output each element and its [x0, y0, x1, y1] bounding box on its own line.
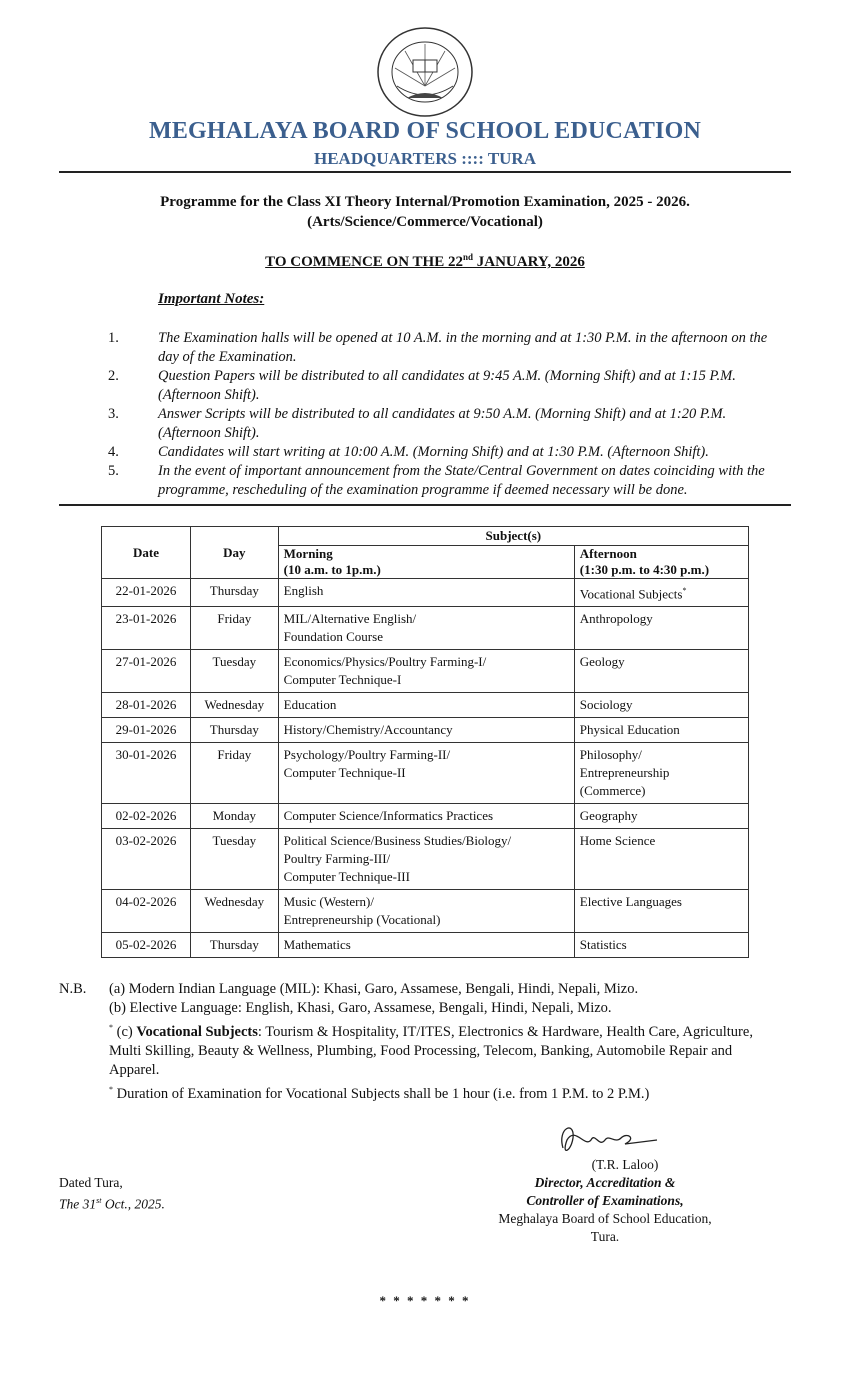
signatory-org: Meghalaya Board of School Education, — [498, 1210, 712, 1226]
cell-date: 05-02-2026 — [102, 933, 191, 958]
table-row — [102, 804, 749, 829]
note-number: 1. — [108, 330, 119, 346]
signature-image — [555, 1118, 665, 1158]
cell-morning: Economics/Physics/Poultry Farming-I/ Computer Technique-I — [278, 650, 574, 693]
nota-bene — [0, 980, 850, 1104]
note-number: 2. — [108, 368, 119, 384]
cell-morning: MIL/Alternative English/ Foundation Course — [278, 607, 574, 650]
notes-heading: Important Notes: — [158, 291, 265, 307]
table-row — [102, 890, 749, 933]
cell-morning: Psychology/Poultry Farming-II/ Computer Technique-II — [278, 743, 574, 804]
header-subjects: Subject(s) — [278, 527, 748, 546]
note-text: In the event of important announcement from the State/Central Government on dates coinciding with the programme, rescheduling of the examination programme if deemed necessary will be done. — [158, 463, 765, 498]
cell-date: 28-01-2026 — [102, 693, 191, 718]
note-number: 4. — [108, 444, 119, 460]
note-text: Candidates will start writing at 10:00 A.M. (Morning Shift) and at 1:30 P.M. (Afternoon Shift). — [158, 444, 709, 460]
board-title: MEGHALAYA BOARD OF SCHOOL EDUCATION — [149, 118, 701, 144]
cell-afternoon: Physical Education — [574, 718, 748, 743]
end-stars: * * * * * * * — [379, 1292, 471, 1308]
cell-afternoon: Sociology — [574, 693, 748, 718]
cell-day: Thursday — [190, 933, 278, 958]
note-text: Question Papers will be distributed to all candidates at 9:45 A.M. (Morning Shift) and at 1:15 P.M. (Afternoon Shift). — [158, 368, 736, 403]
header-morning: Morning (10 a.m. to 1p.m.) — [278, 546, 574, 579]
cell-day: Tuesday — [190, 829, 278, 890]
table-row — [102, 579, 749, 607]
cell-day: Friday — [190, 607, 278, 650]
header-day: Day — [190, 527, 278, 579]
nb-elective: (b) Elective Language: English, Khasi, Garo, Assamese, Bengali, Hindi, Nepali, Mizo. — [109, 1000, 612, 1017]
board-subtitle: HEADQUARTERS :::: TURA — [314, 149, 536, 168]
cell-afternoon: Philosophy/ Entrepreneurship (Commerce) — [574, 743, 748, 804]
cell-afternoon: Elective Languages — [574, 890, 748, 933]
note-text: Answer Scripts will be distributed to all candidates at 9:50 A.M. (Morning Shift) and at 1:20 P.M. (Afternoon Shift). — [158, 406, 727, 441]
signatory-name: (T.R. Laloo) — [591, 1156, 659, 1172]
header-afternoon: Afternoon (1:30 p.m. to 4:30 p.m.) — [574, 546, 748, 579]
cell-afternoon: Vocational Subjects* — [574, 579, 748, 607]
nb-label: N.B. — [59, 981, 87, 998]
cell-afternoon: Geography — [574, 804, 748, 829]
table-row — [102, 933, 749, 958]
cell-date: 03-02-2026 — [102, 829, 191, 890]
cell-day: Wednesday — [190, 890, 278, 933]
document-body — [0, 290, 850, 1309]
cell-morning: Mathematics — [278, 933, 574, 958]
note-item — [0, 443, 850, 462]
table-row — [102, 743, 749, 804]
cell-day: Monday — [190, 804, 278, 829]
cell-date: 02-02-2026 — [102, 804, 191, 829]
cell-day: Thursday — [190, 718, 278, 743]
dated-block — [59, 1174, 165, 1214]
table-row — [102, 607, 749, 650]
exam-schedule-table — [101, 526, 749, 958]
cell-date: 30-01-2026 — [102, 743, 191, 804]
cell-morning: Music (Western)/ Entrepreneurship (Vocational) — [278, 890, 574, 933]
note-number: 3. — [108, 406, 119, 422]
dated-date: The 31st Oct., 2025. — [59, 1195, 165, 1212]
dated-place: Dated Tura, — [59, 1174, 123, 1190]
table-row — [102, 693, 749, 718]
header-date: Date — [102, 527, 191, 579]
signatory-place: Tura. — [590, 1228, 620, 1244]
note-item — [0, 405, 850, 443]
cell-morning: Political Science/Business Studies/Biology/ Poultry Farming-III/ Computer Technique-III — [278, 829, 574, 890]
notes-divider — [59, 504, 791, 506]
cell-date: 29-01-2026 — [102, 718, 191, 743]
cell-day: Wednesday — [190, 693, 278, 718]
cell-morning: English — [278, 579, 574, 607]
cell-date: 04-02-2026 — [102, 890, 191, 933]
cell-afternoon: Anthropology — [574, 607, 748, 650]
cell-date: 27-01-2026 — [102, 650, 191, 693]
signatory-block — [470, 1156, 740, 1246]
cell-afternoon: Geology — [574, 650, 748, 693]
cell-date: 22-01-2026 — [102, 579, 191, 607]
commence-date: TO COMMENCE ON THE 22nd JANUARY, 2026 — [265, 252, 585, 270]
cell-date: 23-01-2026 — [102, 607, 191, 650]
header-divider — [59, 171, 791, 173]
signature-area — [0, 1108, 850, 1283]
cell-morning: History/Chemistry/Accountancy — [278, 718, 574, 743]
nb-vocational: * (c) Vocational Subjects: Tourism & Hospitality, IT/ITES, Electronics & Hardware, Health Care, Agriculture, Multi Skilling, Beauty & Wellness, Plumbing, Food Processing, Telecom, Banking, Automobile Repair and Apparel. — [109, 1023, 753, 1079]
cell-afternoon: Home Science — [574, 829, 748, 890]
note-item — [0, 367, 850, 405]
note-text: The Examination halls will be opened at 10 A.M. in the morning and at 1:30 P.M. in the afternoon on the day of the Examination. — [158, 330, 768, 365]
cell-day: Friday — [190, 743, 278, 804]
signatory-designation: Director, Accreditation & — [534, 1174, 676, 1190]
nb-mil: (a) Modern Indian Language (MIL): Khasi, Garo, Assamese, Bengali, Hindi, Nepali, Mizo. — [109, 981, 639, 998]
cell-day: Thursday — [190, 579, 278, 607]
table-row — [102, 718, 749, 743]
programme-title: Programme for the Class XI Theory Internal/Promotion Examination, 2025 - 2026. — [160, 194, 690, 210]
cell-day: Tuesday — [190, 650, 278, 693]
note-item — [0, 329, 850, 367]
programme-streams: (Arts/Science/Commerce/Vocational) — [307, 214, 543, 230]
cell-afternoon: Statistics — [574, 933, 748, 958]
board-seal-logo — [375, 26, 475, 118]
table-row — [102, 650, 749, 693]
cell-morning: Computer Science/Informatics Practices — [278, 804, 574, 829]
note-item — [0, 462, 850, 500]
cell-morning: Education — [278, 693, 574, 718]
signatory-designation-2: Controller of Examinations, — [526, 1192, 684, 1208]
nb-duration: * Duration of Examination for Vocational Subjects shall be 1 hour (i.e. from 1 P.M. to 2 P.M.) — [109, 1085, 650, 1102]
notes-list — [0, 329, 850, 500]
table-row — [102, 829, 749, 890]
note-number: 5. — [108, 463, 119, 479]
